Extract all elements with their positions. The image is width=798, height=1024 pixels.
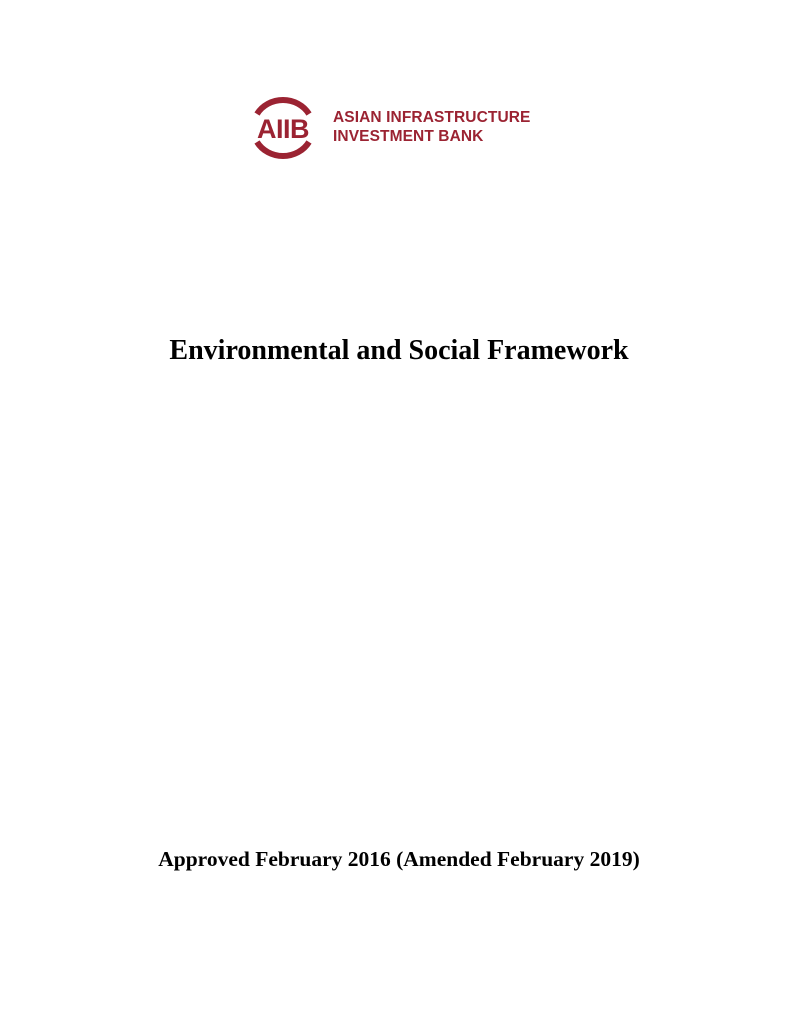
logo-line-2: INVESTMENT BANK [333,128,484,145]
aiib-logo-mark [245,94,321,162]
approval-date-line: Approved February 2016 (Amended February 2019) [158,847,640,871]
document-title: Environmental and Social Framework [169,335,629,366]
aiib-emblem-icon [245,94,321,162]
svg-text:AIIB: AIIB [257,114,309,144]
aiib-logo-wordmark [333,108,530,146]
logo-line-1: ASIAN INFRASTRUCTURE [333,109,531,126]
aiib-logo [245,94,545,162]
